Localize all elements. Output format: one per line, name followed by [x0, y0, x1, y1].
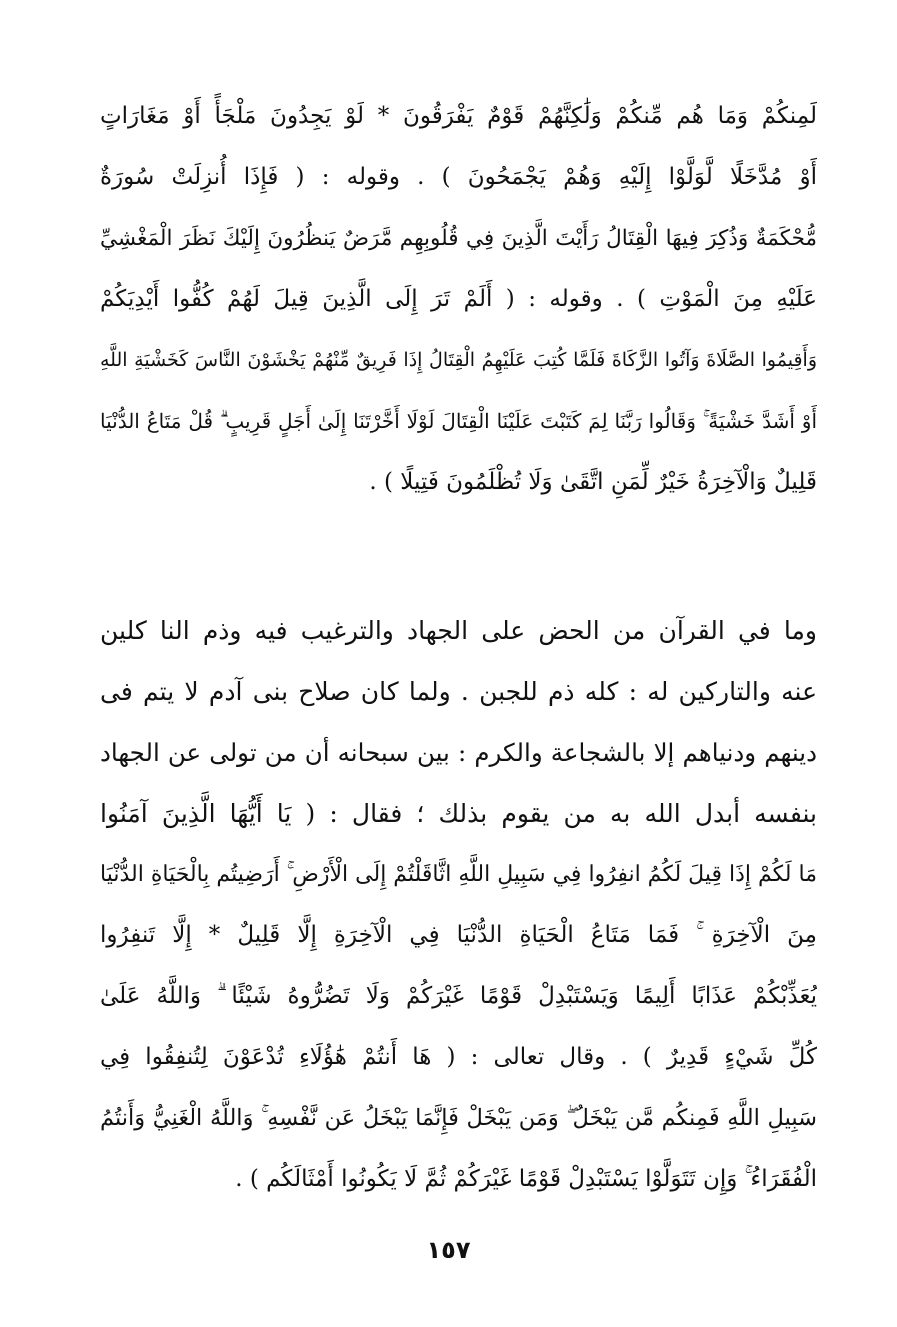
prose-line: بنفسه أبدل الله به من يقوم بذلك ؛ فقال : ( يَا أَيُّهَا الَّذِينَ آمَنُوا	[100, 799, 817, 828]
prose-verse-line: يُعَذِّبْكُمْ عَذَابًا أَلِيمًا وَيَسْتَبْدِلْ قَوْمًا غَيْرَكُمْ وَلَا تَضُرُّوهُ شَيْئًا ۗ وَاللَّهُ عَلَىٰ	[100, 983, 817, 1009]
prose-verse-line: الْفُقَرَاءُ ۚ وَإِن تَتَوَلَّوْا يَسْتَبْدِلْ قَوْمًا غَيْرَكُمْ ثُمَّ لَا يَكُونُوا أَمْثَالَكُم ) .	[235, 1166, 817, 1192]
prose-line: عنه والتاركين له : كله ذم للجبن . ولما كان صلاح بنى آدم لا يتم فى	[100, 677, 817, 706]
verse-line: لَمِنكُمْ وَمَا هُم مِّنكُمْ وَلَٰكِنَّهُمْ قَوْمٌ يَفْرَقُونَ * لَوْ يَجِدُونَ مَلْجَأً أَوْ مَغَارَاتٍ	[100, 103, 817, 129]
verse-line: قَلِيلٌ وَالْآخِرَةُ خَيْرٌ لِّمَنِ اتَّقَىٰ وَلَا تُظْلَمُونَ فَتِيلًا ) .	[369, 469, 817, 495]
verse-line: مُّحْكَمَةٌ وَذُكِرَ فِيهَا الْقِتَالُ رَأَيْتَ الَّذِينَ فِي قُلُوبِهِم مَّرَضٌ يَنظُرُونَ إِلَيْكَ نَظَرَ الْمَغْشِيِّ	[100, 226, 817, 251]
verse-line: عَلَيْهِ مِنَ الْمَوْتِ ) . وقوله : ( أَلَمْ تَرَ إِلَى الَّذِينَ قِيلَ لَهُمْ كُفُّوا أَيْدِيَكُمْ	[100, 286, 817, 312]
prose-verse-line: مَا لَكُمْ إِذَا قِيلَ لَكُمُ انفِرُوا فِي سَبِيلِ اللَّهِ اثَّاقَلْتُمْ إِلَى الْأَرْضِ ۚ أَرَضِيتُم بِالْحَيَاةِ الدُّنْيَا	[100, 862, 817, 887]
prose-line: دينهم ودنياهم إلا بالشجاعة والكرم : بين سبحانه أن من تولى عن الجهاد	[100, 738, 817, 767]
prose-verse-line: سَبِيلِ اللَّهِ فَمِنكُم مَّن يَبْخَلُ ۖ وَمَن يَبْخَلْ فَإِنَّمَا يَبْخَلُ عَن نَّفْسِهِ ۚ وَاللَّهُ الْغَنِيُّ وَأَنتُمُ	[100, 1105, 817, 1131]
prose-verse-line: مِنَ الْآخِرَةِ ۚ فَمَا مَتَاعُ الْحَيَاةِ الدُّنْيَا فِي الْآخِرَةِ إِلَّا قَلِيلٌ * إِلَّا تَنفِرُوا	[100, 922, 817, 948]
prose-line: وما في القرآن من الحض على الجهاد والترغيب فيه وذم النا كلين	[100, 616, 817, 645]
verse-line: أَوْ مُدَّخَلًا لَّوَلَّوْا إِلَيْهِ وَهُمْ يَجْمَحُونَ ) . وقوله : ( فَإِذَا أُنزِلَتْ سُورَةٌ	[100, 164, 817, 190]
page-number: ١٥٧	[426, 1236, 471, 1264]
verse-line: أَوْ أَشَدَّ خَشْيَةً ۚ وَقَالُوا رَبَّنَا لِمَ كَتَبْتَ عَلَيْنَا الْقِتَالَ لَوْلَا أَخَّرْتَنَا إِلَىٰ أَجَلٍ قَرِيبٍ ۗ قُلْ مَتَاعُ الدُّنْيَا	[100, 409, 817, 433]
prose-verse-line: كُلِّ شَيْءٍ قَدِيرٌ ) . وقال تعالى : ( هَا أَنتُمْ هَٰؤُلَاءِ تُدْعَوْنَ لِتُنفِقُوا فِي	[100, 1044, 817, 1070]
verse-line: وَأَقِيمُوا الصَّلَاةَ وَآتُوا الزَّكَاةَ فَلَمَّا كُتِبَ عَلَيْهِمُ الْقِتَالُ إِذَا فَرِيقٌ مِّنْهُمْ يَخْشَوْنَ النَّاسَ كَخَشْيَةِ اللَّهِ	[100, 349, 817, 371]
quran-verse-block	[100, 86, 817, 513]
prose-paragraph	[100, 600, 817, 1210]
